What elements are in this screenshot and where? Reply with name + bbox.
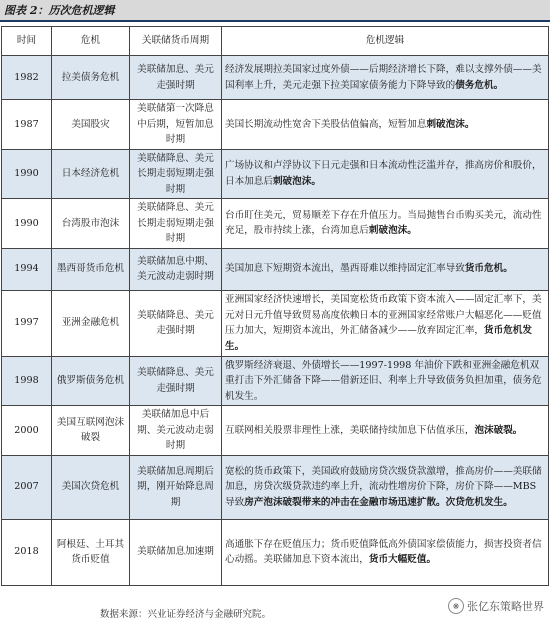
row-crisis-logic xyxy=(222,149,549,199)
row-crisis-logic xyxy=(222,356,549,406)
row-crisis-logic xyxy=(222,406,549,456)
header-crisis-logic: 危机逻辑 xyxy=(222,27,549,56)
table-row xyxy=(2,248,549,290)
header-monetary-cycle: 关联储货币周期 xyxy=(130,27,222,56)
table-row xyxy=(2,455,549,519)
row-year: 1997 xyxy=(2,290,52,356)
row-crisis: 亚洲金融危机 xyxy=(52,290,130,356)
crisis-table xyxy=(1,26,549,586)
row-crisis: 台湾股市泡沫 xyxy=(52,199,130,249)
row-crisis: 墨西哥货币危机 xyxy=(52,248,130,290)
row-year: 1994 xyxy=(2,248,52,290)
logic-emphasis: 货币危机。 xyxy=(464,263,513,275)
header-crisis: 危机 xyxy=(52,27,130,56)
logic-emphasis: 货币大幅贬值。 xyxy=(368,554,437,565)
row-crisis: 美国次贷危机 xyxy=(52,455,130,519)
logic-text: 高通胀下存在贬值压力；货币贬值降低高外债国家偿债能力，损害投资者信心动摇。美联储加息下资本流出， xyxy=(225,538,542,565)
row-crisis: 俄罗斯债务危机 xyxy=(52,356,130,406)
row-monetary-cycle: 美联储加息、美元走强时期 xyxy=(130,56,222,100)
table-row xyxy=(2,356,549,406)
row-monetary-cycle: 美联储加息加速期 xyxy=(130,519,222,585)
table-row xyxy=(2,290,549,356)
logic-text: 亚洲国家经济快速增长，美国宽松货币政策下资本流入——固定汇率下，美元对日元升值导致贸易高度依赖日本的亚洲国家经常账户大幅恶化——贬值压力加大，短期资本流出，外汇储备减少——放弃固定汇率， xyxy=(225,294,542,336)
row-crisis-logic xyxy=(222,519,549,585)
row-year: 2000 xyxy=(2,406,52,456)
row-crisis: 美国股灾 xyxy=(52,100,130,150)
row-crisis-logic xyxy=(222,56,549,100)
figure-title: 图表 2：历次危机逻辑 xyxy=(0,0,550,22)
logic-text: 互联网相关股票非理性上涨，美联储持续加息下估值承压， xyxy=(225,424,475,436)
row-year: 1990 xyxy=(2,149,52,199)
logic-emphasis: 刺破泡沫。 xyxy=(368,225,417,237)
header-year: 时间 xyxy=(2,27,52,56)
table-row xyxy=(2,406,549,456)
row-monetary-cycle: 美联储降息、美元长期走弱短期走强时期 xyxy=(130,199,222,249)
logic-text: 经济发展期拉美国家过度外债——后期经济增长下降，难以支撑外债——美国利率上升，美元走强下拉美国家债务能力下降导致的 xyxy=(225,64,542,91)
row-year: 1990 xyxy=(2,199,52,249)
logic-emphasis: 刺破泡沫。 xyxy=(272,175,321,187)
logic-text: 台币盯住美元，贸易顺差下存在升值压力。当局抛售台币购买美元，流动性充足，股市持续上涨，台湾加息后 xyxy=(225,209,542,237)
row-monetary-cycle: 美联储加息周期后期，刚开始降息周期 xyxy=(130,455,222,519)
table-row xyxy=(2,149,549,199)
table-row xyxy=(2,56,549,100)
row-year: 1998 xyxy=(2,356,52,406)
logic-emphasis: 泡沫破裂。 xyxy=(474,424,523,436)
row-crisis: 阿根廷、土耳其货币贬值 xyxy=(52,519,130,585)
row-monetary-cycle: 美联储加息中后期、美元波动走弱时期 xyxy=(130,406,222,456)
logic-text: 广场协议和卢浮协议下日元走强和日本流动性泛滥并存，推高房价和股价，日本加息后 xyxy=(225,160,542,187)
row-monetary-cycle: 美联储加息中期、美元波动走弱时期 xyxy=(130,248,222,290)
table-row xyxy=(2,519,549,585)
brand-watermark xyxy=(448,598,544,614)
row-crisis-logic xyxy=(222,290,549,356)
data-source: 数据来源：兴业证券经济与金融研究院。 xyxy=(100,609,272,620)
logic-text: 俄罗斯经济衰退、外债增长——1997-1998 年油价下跌和亚洲金融危机双重打击下外汇储备下降——借新还旧、利率上升导致债务负担加重，债务危机发生。 xyxy=(225,359,542,402)
row-crisis-logic xyxy=(222,199,549,249)
logic-emphasis: 债务危机。 xyxy=(455,79,504,91)
row-crisis-logic xyxy=(222,100,549,150)
row-year: 2007 xyxy=(2,455,52,519)
row-year: 2018 xyxy=(2,519,52,585)
table-row xyxy=(2,100,549,150)
wechat-icon: ❋ xyxy=(448,598,464,614)
row-monetary-cycle: 美联储降息、美元走强时期 xyxy=(130,356,222,406)
row-monetary-cycle: 美联储降息、美元走强时期 xyxy=(130,290,222,356)
table-row xyxy=(2,199,549,249)
row-crisis-logic xyxy=(222,455,549,519)
logic-text: 美国加息下短期资本流出，墨西哥难以维持固定汇率导致 xyxy=(225,263,465,275)
row-crisis: 日本经济危机 xyxy=(52,149,130,199)
logic-emphasis: 刺破泡沫。 xyxy=(426,118,475,130)
row-crisis: 美国互联网泡沫破裂 xyxy=(52,406,130,456)
row-monetary-cycle: 美联储降息、美元长期走弱短期走强时期 xyxy=(130,149,222,199)
row-year: 1982 xyxy=(2,56,52,100)
row-year: 1987 xyxy=(2,100,52,150)
logic-emphasis: 房产泡沫破裂带来的冲击在金融市场迅速扩散。次贷危机发生。 xyxy=(244,496,513,508)
row-crisis-logic xyxy=(222,248,549,290)
logic-text: 宽松的货币政策下，美国政府鼓励房贷次级贷款激增，推高房价——美联储加息，房贷次级贷款违约率上升，流动性增房价下降，房价下降——MBS 导致 xyxy=(225,465,542,508)
table-header-row xyxy=(2,27,549,56)
row-crisis: 拉美债务危机 xyxy=(52,56,130,100)
logic-text: 美国长期流动性宽舍下美股估值偏高，短暂加息 xyxy=(225,118,427,130)
logic-emphasis: 货币危机发生。 xyxy=(225,325,532,352)
row-monetary-cycle: 美联储第一次降息中后期，短暂加息时期 xyxy=(130,100,222,150)
brand-name: 张亿东策略世界 xyxy=(467,600,544,613)
